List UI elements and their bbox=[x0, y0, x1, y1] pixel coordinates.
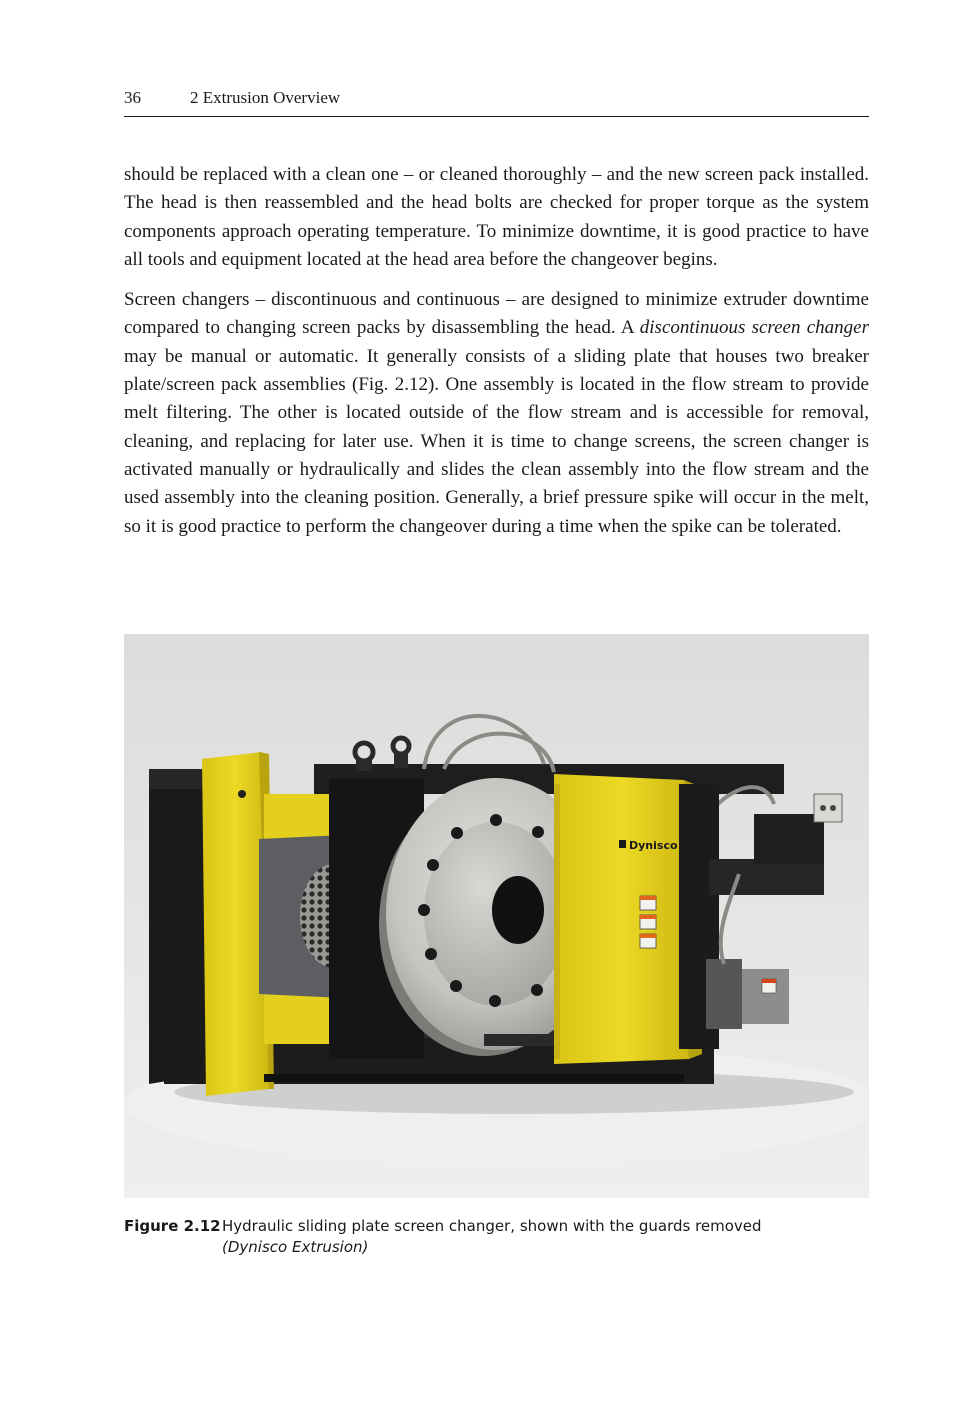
control-box bbox=[814, 794, 842, 822]
hydraulic-cylinder bbox=[709, 859, 824, 895]
flow-bore bbox=[492, 876, 544, 944]
brand-logo-text: Dynisco bbox=[629, 839, 678, 852]
junction-box bbox=[739, 969, 789, 1024]
figure-label: Figure 2.12 bbox=[124, 1217, 221, 1235]
paragraph-2-start: Screen changers – discontinuous and continuous – are designed to minimize extruder downtime compared to changing screen packs by disassembling the head. A bbox=[124, 289, 869, 339]
chapter-title: 2 Extrusion Overview bbox=[190, 88, 341, 107]
caption-text-block bbox=[222, 1216, 869, 1258]
page bbox=[124, 88, 869, 553]
paragraph-2-end: may be manual or automatic. It generally consists of a sliding plate that houses two breaker plate/screen pack assemblies (Fig. 2.12). One assembly is located in the flow stream to provide melt filtering. The other is located outside of the flow stream and is accessible for removal, cleaning, and replacing for later use. When it is time to change screens, the screen changer is activated manually or hydraulically and slides the clean assembly into the flow stream and the used assembly into the cleaning position. Generally, a brief pressure spike will occur in the melt, so it is good practice to perform the changeover during a time when the spike can be tolerated. bbox=[124, 345, 869, 537]
warning-labels bbox=[640, 896, 656, 948]
paragraph-1: should be replaced with a clean one – or cleaned thoroughly – and the new screen pack installed. The head is then reassembled and the head bolts are checked for proper torque as the system components approach operating temperature. To minimize downtime, it is good practice to have all tools and equipment located at the head area before the changeover begins. bbox=[124, 164, 869, 270]
paragraph-2 bbox=[124, 286, 869, 541]
caption-credit: (Dynisco Extrusion) bbox=[222, 1238, 369, 1256]
left-yellow-door bbox=[202, 752, 269, 1096]
paragraph-2-italic-term: discontinuous screen changer bbox=[639, 317, 869, 339]
right-yellow-housing bbox=[554, 774, 689, 1064]
left-housing bbox=[149, 774, 209, 1084]
brand-logo-icon bbox=[619, 840, 626, 848]
figure-caption bbox=[124, 1216, 869, 1258]
caption-text: Hydraulic sliding plate screen changer, shown with the guards removed bbox=[222, 1217, 762, 1235]
body-text bbox=[124, 161, 869, 541]
screen-changer-illustration bbox=[124, 634, 869, 1198]
running-head bbox=[124, 88, 869, 117]
page-number: 36 bbox=[124, 88, 141, 107]
figure-photo bbox=[124, 634, 869, 1198]
